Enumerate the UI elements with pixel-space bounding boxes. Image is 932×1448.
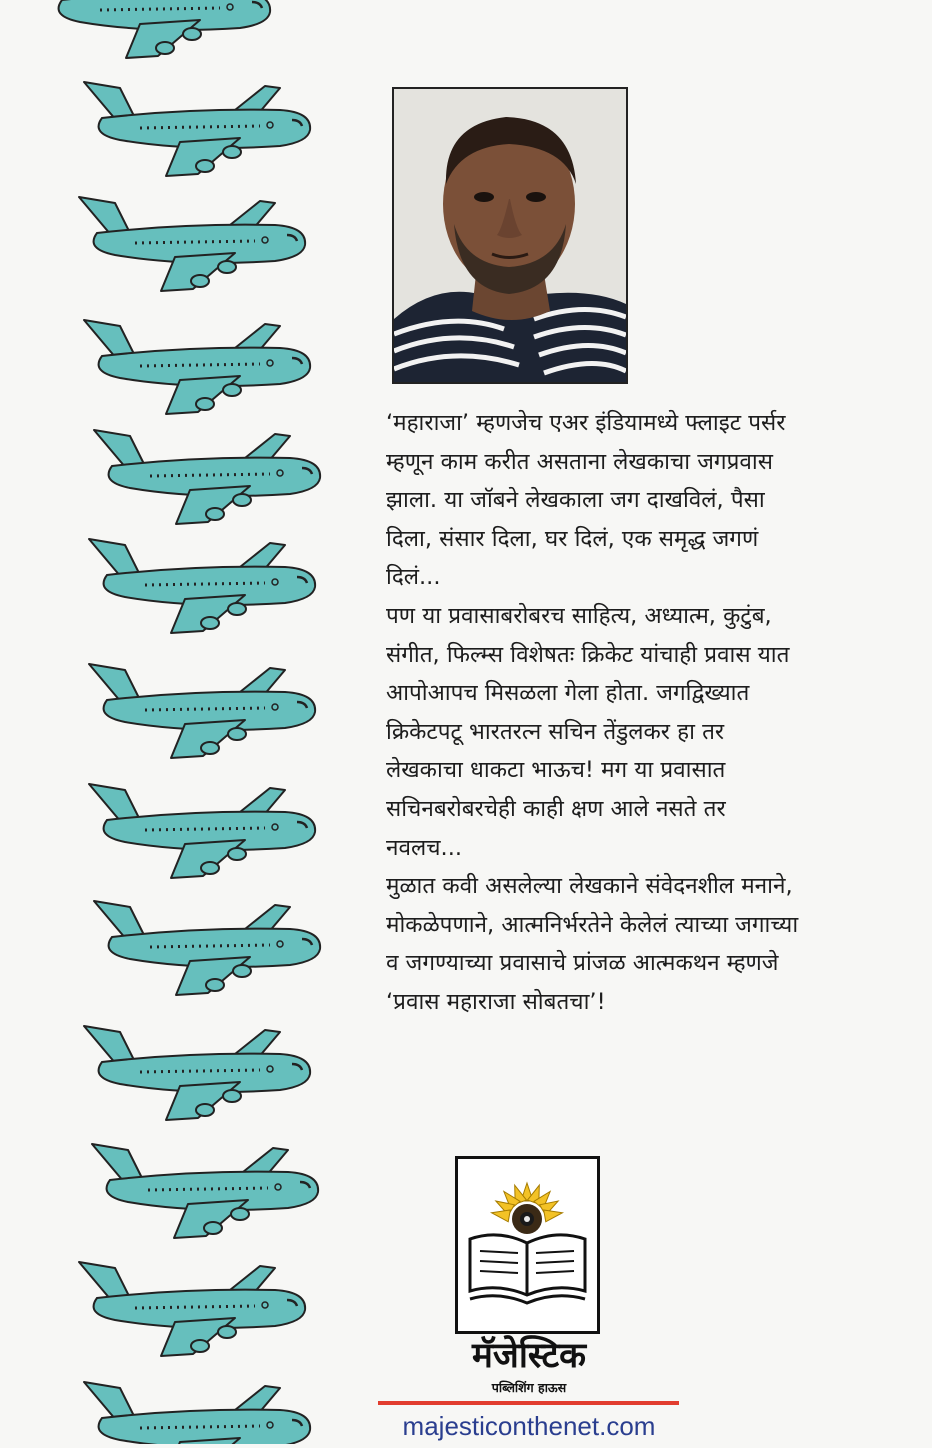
airplane-icon — [84, 1026, 310, 1120]
airplane-pattern — [0, 0, 330, 1444]
blurb-paragraph-2: पण या प्रवासाबरोबरच साहित्य, अध्यात्म, कुटुंब, संगीत, फिल्म्स विशेषतः क्रिकेट यांचाही प्रवास यात आपोआपच मिसळला गेला होता. जगद्विख्यात क्रिकेटपटू भारतरत्न सचिन तेंडुलकर हा तर लेखकाचा धाकटा भाऊच! मग या प्रवासात सचिनबरोबरचेही काही क्षण आले नसते तर नवलच... — [386, 602, 790, 861]
airplane-icon — [94, 901, 320, 995]
publisher-subtitle: पब्लिशिंग हाऊस — [491, 1380, 567, 1395]
airplane-icon — [94, 430, 320, 524]
airplane-icon — [79, 1262, 305, 1356]
airplane-icon — [84, 320, 310, 414]
author-portrait-icon — [394, 89, 626, 382]
publisher-website: majesticonthenet.com — [402, 1411, 656, 1441]
airplane-icon — [79, 197, 305, 291]
publisher-name: मॅजेस्टिक — [471, 1336, 587, 1376]
airplane-icon — [92, 1144, 318, 1238]
blurb-paragraph-3: मुळात कवी असलेल्या लेखकाने संवेदनशील मनाने, मोकळेपणाने, आत्मनिर्भरतेने केलेलं त्याच्या जगाच्या व जगण्याच्या प्रवासाचे प्रांजळ आत्मकथन म्हणजे ‘प्रवास महाराजा सोबतचा’! — [386, 873, 799, 1015]
airplane-icon — [89, 664, 315, 758]
airplane-icon — [84, 1382, 310, 1444]
publisher-logo — [455, 1156, 600, 1334]
divider-line — [378, 1401, 679, 1405]
airplane-icon — [44, 0, 270, 58]
airplane-icon — [84, 82, 310, 176]
airplane-icon — [89, 784, 315, 878]
author-photo — [392, 87, 628, 384]
book-blurb — [386, 404, 896, 1022]
sunflower-book-logo-icon — [458, 1159, 597, 1331]
airplane-icon — [89, 539, 315, 633]
airplane-column — [0, 0, 330, 1444]
blurb-paragraph-1: ‘महाराजा’ म्हणजेच एअर इंडियामध्ये फ्लाइट पर्सर म्हणून काम करीत असताना लेखकाचा जगप्रवास झाला. या जॉबने लेखकाला जग दाखविलं, पैसा दिला, संसार दिला, घर दिलं, एक समृद्ध जगणं दिलं... — [386, 410, 786, 591]
